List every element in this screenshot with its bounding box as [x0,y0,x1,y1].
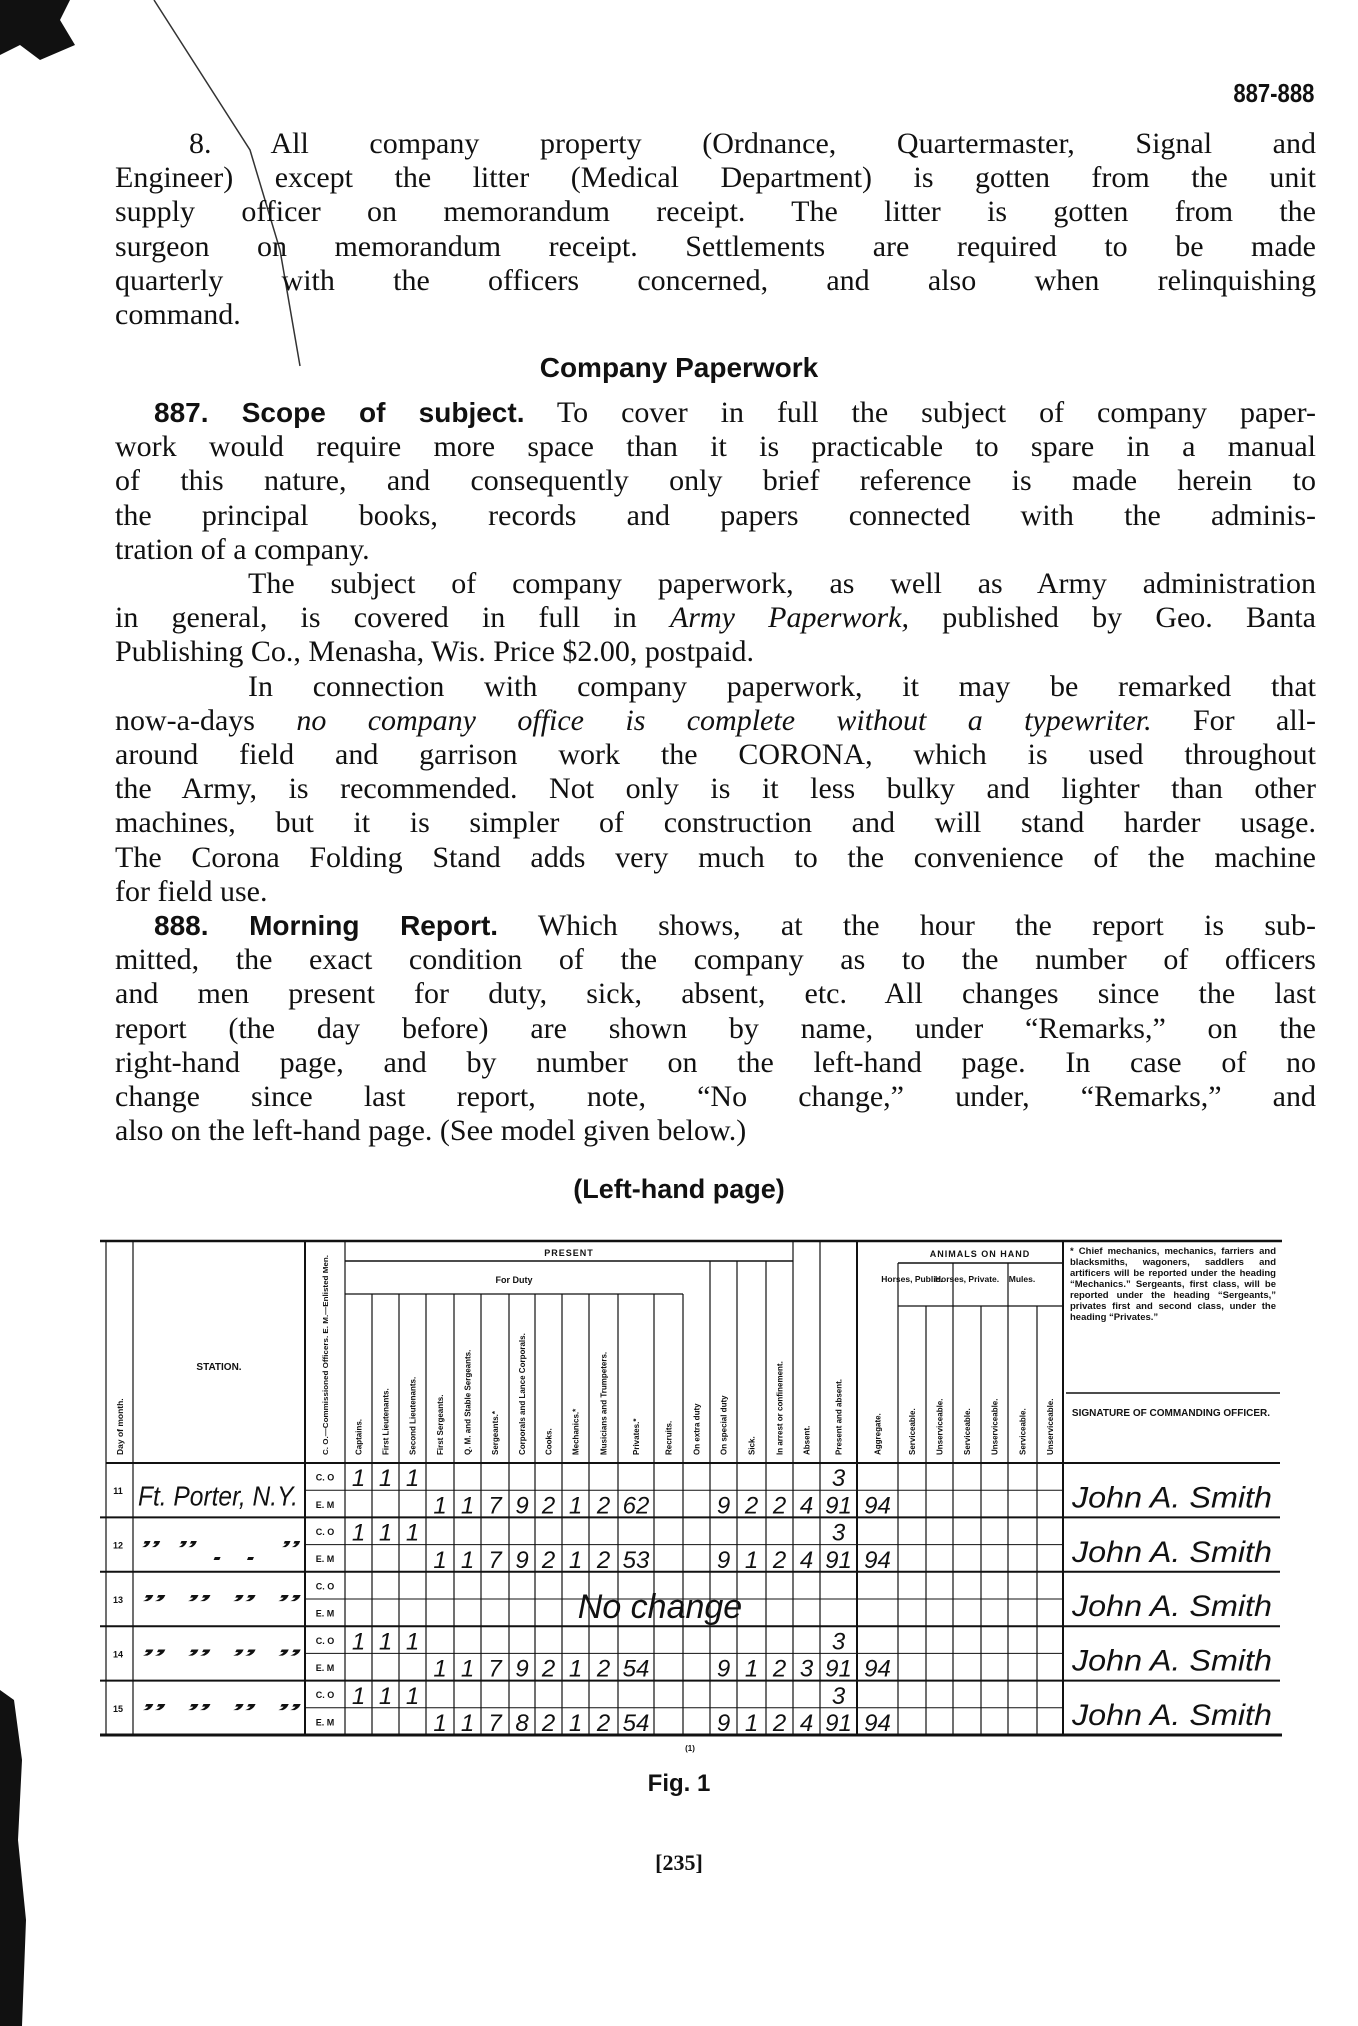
commanding-officer-signature: John A. Smith [1070,1590,1272,1624]
animal-group-header: Horses, Private. [934,1274,1000,1284]
line-text: change since last report, note, “No change,” under, “Remarks,” and [115,1080,1316,1113]
handwritten-count: 94 [864,1546,891,1574]
co-label: C. O [315,1690,335,1701]
station-entry: ” ” ” ” [138,1643,303,1675]
section-lead: 887. Scope of subject. [154,397,525,428]
em-label: E. M [315,1554,335,1565]
line-text: The Corona Folding Stand adds very much to the convenience of the machine [115,840,1316,874]
column-header-2: Second Lieutenants. [408,1376,418,1455]
column-header-23: Serviceable. [1018,1408,1028,1455]
em-label: E. M [315,1717,335,1728]
day-of-month: 13 [112,1595,124,1605]
handwritten-count: 2 [541,1655,556,1683]
line-text: tration of a company. [115,532,370,566]
handwritten-count: 1 [405,1628,420,1656]
commanding-officer-signature: John A. Smith [1070,1535,1272,1569]
line-text: In connection with company paperwork, it may be remarked that [248,669,1316,703]
column-header-5: Sergeants.* [491,1410,500,1455]
co-label: C. O [315,1527,335,1537]
handwritten-count: 3 [831,1519,846,1547]
handwritten-count: 3 [831,1628,846,1656]
handwritten-count: 2 [596,1492,611,1520]
handwritten-count: 94 [864,1492,891,1520]
column-header-12: On extra duty [692,1403,702,1455]
line-text: 8. All company property (Ordnance, Quartermaster, Signal and [189,127,1316,160]
form-note: (1) [685,1744,695,1753]
line-text: Which shows, at the hour the report is sub- [498,909,1316,942]
section-heading: Company Paperwork [539,352,819,383]
co-label: C. O [315,1581,335,1592]
line-text: now-a-days [115,703,297,737]
handwritten-count: 94 [864,1655,891,1683]
handwritten-count: 54 [622,1710,650,1737]
column-header-11: Recruits. [664,1420,674,1455]
emphasis-text: no company office is complete without a typewriter. [296,703,1152,737]
line-text: the principal books, records and papers connected with the adminis- [115,498,1316,532]
line-text: right-hand page, and by number on the left-hand page. In case of no [115,1045,1316,1079]
present-header: PRESENT [544,1248,594,1258]
handwritten-count: 1 [405,1465,420,1493]
line-text-tail: For all- [1151,703,1317,737]
line-text: work would require more space than it is practicable to spare in a manual [115,430,1316,464]
column-header-3: First Sergeants. [436,1394,445,1455]
handwritten-count: 1 [744,1546,759,1574]
handwritten-count: 9 [716,1710,731,1737]
station-entry: ” ” . . ” [138,1534,302,1566]
handwritten-count: 1 [460,1492,475,1520]
handwritten-count: 1 [351,1682,366,1710]
day-of-month: 15 [112,1703,124,1714]
handwritten-count: 62 [622,1492,650,1520]
handwritten-count: 1 [568,1655,583,1683]
section-lead: 888. Morning Report. [154,910,499,941]
handwritten-count: 9 [716,1492,731,1520]
handwritten-count: 7 [488,1655,502,1683]
line-text: in general, is covered in full in [115,601,670,635]
column-header-17: Present and absent. [834,1378,844,1455]
line-text: To cover in full the subject of company paper- [524,396,1316,429]
figure-caption: Fig. 1 [647,1770,711,1797]
handwritten-count: 1 [568,1546,583,1574]
day-header: Day of month. [115,1398,125,1455]
column-header-8: Mechanics.* [571,1408,581,1455]
station-header: STATION. [196,1362,242,1373]
day-of-month: 12 [112,1540,124,1551]
handwritten-count: 9 [515,1492,529,1520]
column-header-4: Q. M. and Stable Sergeants. [463,1349,473,1455]
line-text: report (the day before) are shown by name, under “Remarks,” on the [115,1011,1316,1045]
handwritten-count: 7 [488,1710,502,1737]
column-header-10: Privates.* [632,1418,641,1455]
handwritten-count: 1 [378,1628,393,1656]
handwritten-count: 91 [825,1710,852,1737]
handwritten-count: 8 [515,1710,529,1737]
handwritten-count: 1 [433,1655,447,1683]
em-label: E. M [315,1499,335,1510]
column-header-24: Unserviceable. [1046,1398,1055,1455]
column-header-18: Aggregate. [873,1413,883,1455]
animal-group-header: Mules. [1008,1274,1036,1284]
handwritten-count: 2 [541,1546,556,1574]
line-text: Engineer) except the litter (Medical Department) is gotten from the unit [115,161,1316,195]
line-text: surgeon on memorandum receipt. Settlements are required to be made [115,229,1316,263]
line-text: the Army, is recommended. Not only is it less bulky and lighter than other [115,772,1316,806]
line-text: of this nature, and consequently only brief reference is made herein to [115,464,1316,498]
handwritten-count: 4 [799,1492,814,1520]
handwritten-count: 1 [378,1519,393,1547]
commanding-officer-signature: John A. Smith [1070,1481,1272,1515]
column-header-13: On special duty [719,1395,729,1455]
handwritten-count: 1 [433,1492,447,1520]
page-number: [235] [655,1850,703,1875]
emphasis-text: Army Paperwork, [669,601,909,635]
column-header-6: Corporals and Lance Corporals. [518,1333,527,1455]
handwritten-count: 2 [772,1546,787,1574]
station-entry: ” ” ” ” [138,1698,303,1729]
column-header-15: In arrest or confinement. [775,1361,785,1455]
handwritten-count: 9 [515,1655,529,1683]
column-header-7: Cooks. [544,1428,554,1455]
handwritten-count: 2 [772,1655,787,1683]
handwritten-count: 7 [488,1546,502,1574]
line-text-tail: published by Geo. Banta [908,601,1316,635]
handwritten-count: 1 [568,1492,583,1520]
line-text: around field and garrison work the CORONA, which is used throughout [115,738,1316,771]
column-header-20: Unserviceable. [935,1398,945,1455]
handwritten-count: 3 [799,1655,814,1683]
handwritten-count: 1 [433,1710,447,1737]
for-duty-header: For Duty [495,1275,533,1285]
column-header-21: Serviceable. [963,1408,972,1455]
em-label: E. M [315,1608,335,1619]
handwritten-count: 3 [831,1682,846,1710]
handwritten-count: 2 [541,1492,556,1520]
handwritten-count: 9 [716,1546,731,1574]
handwritten-count: 1 [351,1628,366,1656]
handwritten-count: 2 [744,1492,759,1520]
handwritten-count: 2 [596,1710,611,1737]
line-text: Publishing Co., Menasha, Wis. Price $2.00, postpaid. [115,635,755,669]
co-label: C. O [315,1635,335,1646]
line-text: quarterly with the officers concerned, and also when relinquishing [115,263,1316,297]
column-header-1: First Lieutenants. [381,1388,391,1455]
handwritten-count: 2 [772,1492,787,1520]
column-header-22: Unserviceable. [990,1398,1000,1455]
form-footnote: * Chief mechanics, mechanics, farriers and blacksmiths, wagoners, saddlers and artificers will be reported under the heading “Mechanics.” Sergeants, first class, will be reported under the heading “Sergeants,” privates first and second class, under the heading “Privates.” [1070,1246,1276,1323]
station-entry: ” ” ” ” [138,1589,303,1621]
handwritten-count: 4 [799,1546,814,1574]
handwritten-count: 4 [799,1710,814,1737]
column-header-14: Sick. [747,1436,757,1455]
signature-label: SIGNATURE OF COMMANDING OFFICER. [1071,1408,1271,1419]
animals-header: ANIMALS ON HAND [929,1249,1031,1259]
line-text: The subject of company paperwork, as well as Army administration [248,567,1316,600]
handwritten-count: 3 [831,1465,846,1493]
station-entry: Ft. Porter, N.Y. [138,1480,298,1512]
figure-title: (Left-hand page) [573,1174,785,1204]
em-label: E. M [315,1663,335,1673]
line-text: and men present for duty, sick, absent, etc. All changes since the last [115,977,1316,1011]
column-header-16: Absent. [802,1425,812,1455]
handwritten-count: 91 [825,1546,852,1574]
line-text: machines, but it is simpler of construction and will stand harder usage. [115,806,1316,840]
commanding-officer-signature: John A. Smith [1070,1699,1272,1732]
handwritten-count: 94 [864,1710,891,1737]
column-header-19: Serviceable. [908,1408,917,1455]
day-of-month: 11 [113,1486,123,1497]
handwritten-count: 1 [405,1519,420,1547]
line-text: mitted, the exact condition of the company as to the number of officers [115,943,1316,977]
no-change-note: No change [577,1588,743,1627]
handwritten-count: 1 [351,1465,366,1493]
handwritten-count: 91 [825,1655,852,1683]
day-of-month: 14 [112,1649,124,1660]
handwritten-count: 1 [460,1710,475,1737]
line-text: also on the left-hand page. (See model given below.) [115,1114,747,1148]
animal-group-header: Horses, Public. [881,1274,943,1284]
handwritten-count: 7 [488,1492,502,1520]
handwritten-count: 1 [405,1682,420,1710]
co-label: C. O [315,1472,335,1483]
handwritten-count: 2 [596,1655,611,1683]
handwritten-count: 1 [351,1519,366,1547]
handwritten-count: 1 [744,1710,759,1737]
line-text: for field use. [115,874,268,908]
page-reference: 887-888 [1232,78,1314,108]
handwritten-count: 91 [825,1492,852,1520]
handwritten-count: 2 [596,1546,611,1574]
line-text: supply officer on memorandum receipt. The litter is gotten from the [115,195,1316,229]
commanding-officer-signature: John A. Smith [1070,1644,1272,1678]
handwritten-count: 2 [541,1710,556,1737]
handwritten-count: 1 [433,1546,447,1574]
line-text: command. [115,298,241,331]
handwritten-count: 9 [716,1655,731,1683]
handwritten-count: 54 [622,1655,650,1683]
column-header-0: Captains. [354,1418,364,1455]
handwritten-count: 1 [460,1655,475,1683]
column-header-9: Musicians and Trumpeters. [599,1351,609,1455]
handwritten-count: 53 [622,1546,650,1574]
handwritten-count: 1 [568,1710,583,1737]
handwritten-count: 1 [378,1465,393,1493]
coem-header: C. O.—Commissioned Officers. E. M.—Enlisted Men. [321,1268,330,1455]
handwritten-count: 1 [744,1655,759,1683]
handwritten-count: 1 [460,1546,475,1574]
handwritten-count: 2 [772,1710,787,1737]
handwritten-count: 1 [378,1682,393,1710]
handwritten-count: 9 [515,1546,529,1574]
